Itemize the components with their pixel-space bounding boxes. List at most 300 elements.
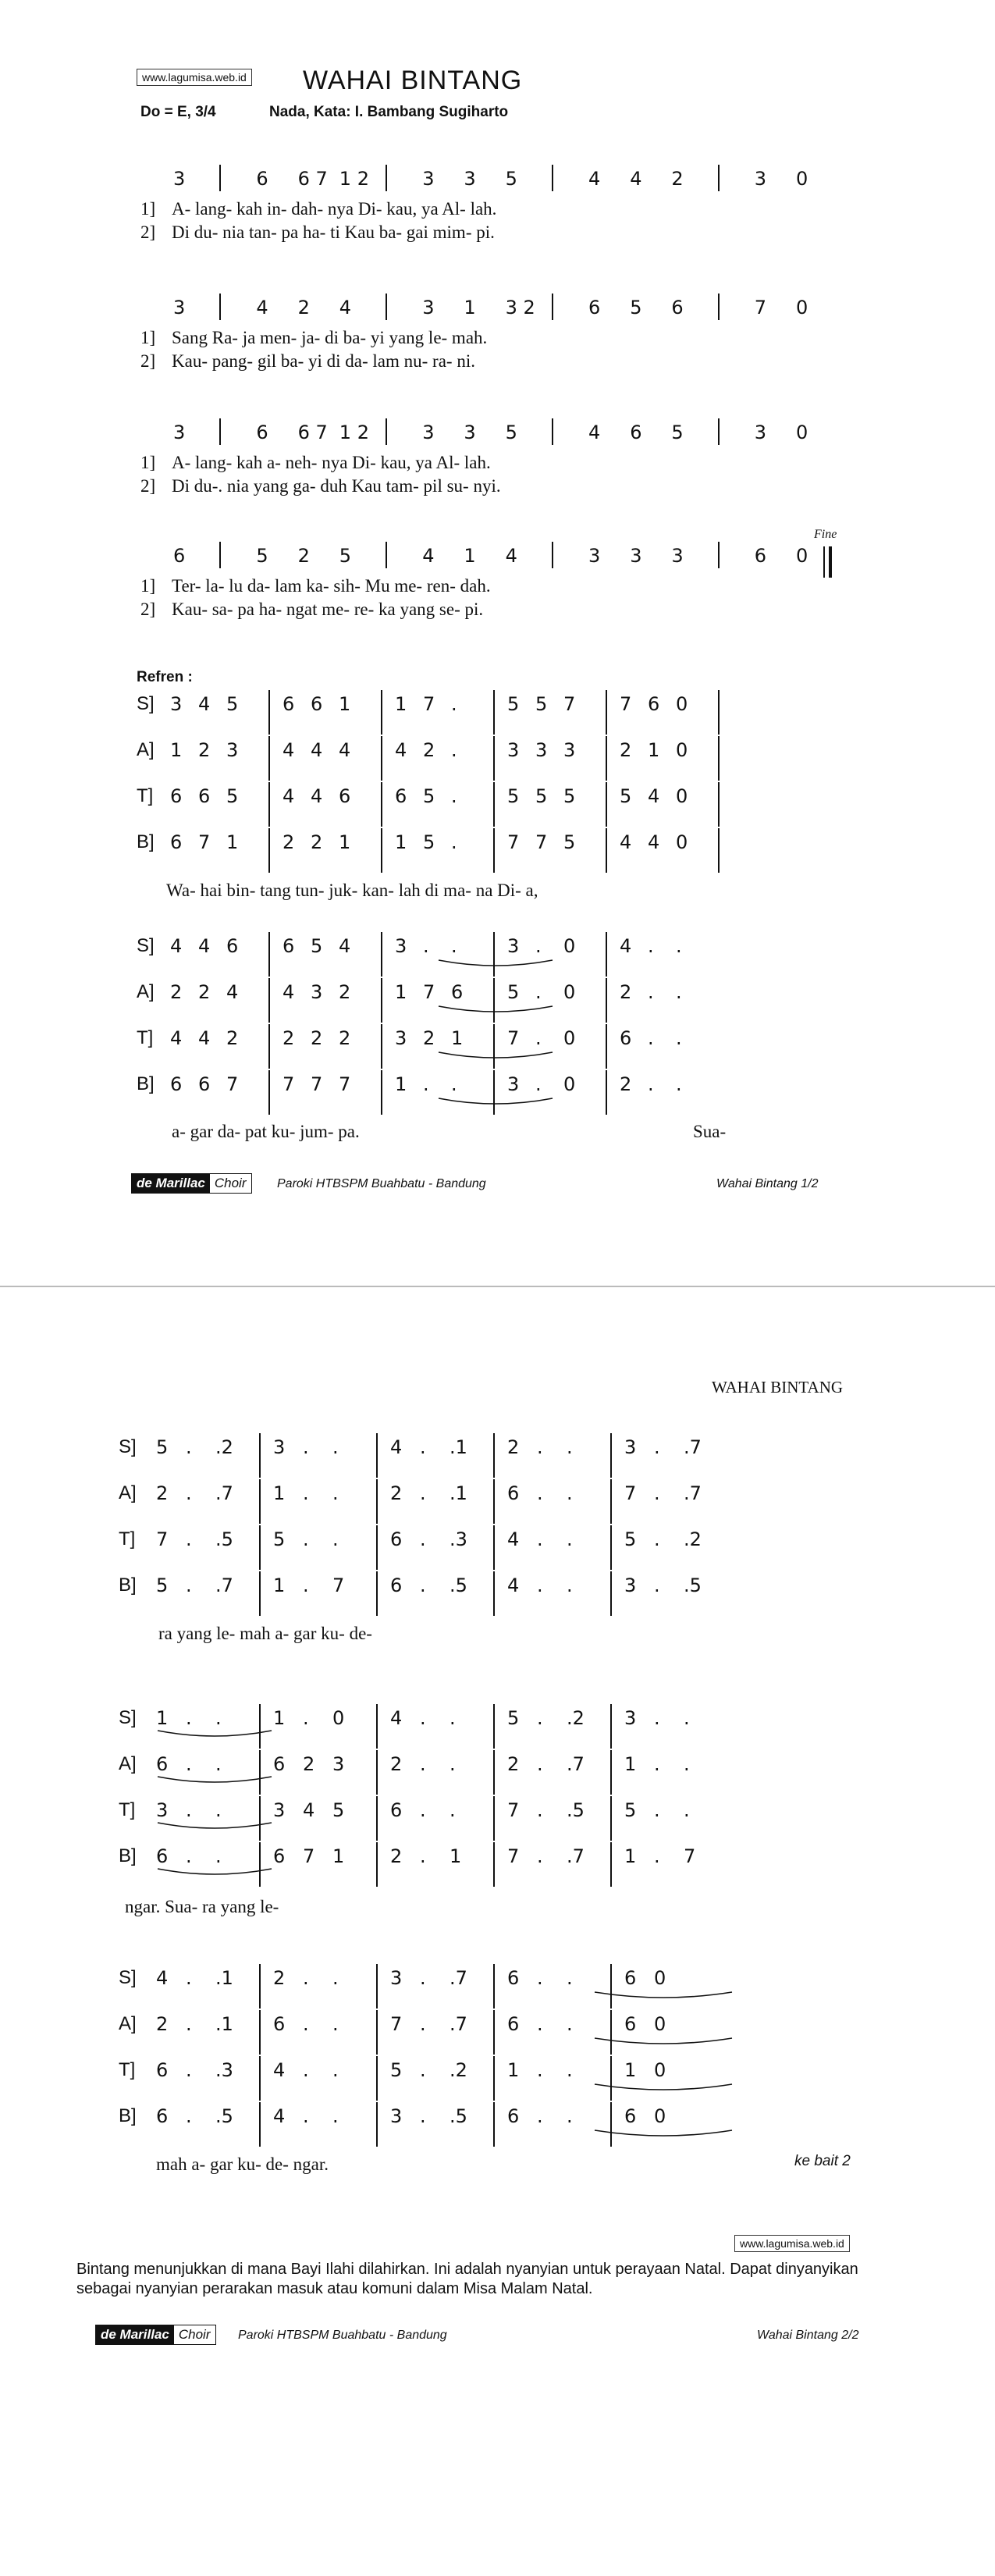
satb-note: . <box>654 1753 660 1775</box>
voice-label: B] <box>119 2105 137 2126</box>
satb-note: 1 <box>273 1482 286 1504</box>
satb-note: . <box>423 935 429 957</box>
satb-note: . <box>215 1707 222 1729</box>
satb-note: 2 <box>198 739 211 761</box>
song-description: Bintang menunjukkan di mana Bayi Ilahi dilahirkan. Ini adalah nyanyian untuk perayaan Natal. Dapat dinyanyikan sebagai nyanyian perarakan masuk atau komuni dalam Misa Malam Natal. <box>76 2261 858 2297</box>
verse-note: 3 <box>464 422 476 443</box>
parish-label-2: Paroki HTBSPM Buahbatu - Bandung <box>238 2329 447 2342</box>
verse-lyric-line: Di du- nia tan- pa ha- ti Kau ba- gai mim- pi. <box>172 222 495 242</box>
satb-note: . <box>537 1574 543 1596</box>
verse-note: 3 <box>754 168 767 190</box>
satb-note: . <box>537 1753 543 1775</box>
refrain-lyrics-2: a- gar da- pat ku- jum- pa. <box>172 1122 360 1141</box>
voice-label: T] <box>137 1027 154 1048</box>
satb-barline <box>606 978 607 1023</box>
satb-note: 2 <box>390 1482 403 1504</box>
satb-note: 6 <box>156 1753 169 1775</box>
satb-note: 2 <box>283 831 295 853</box>
satb-barline <box>606 828 607 873</box>
voice-label: A] <box>119 1753 137 1774</box>
satb-note: . <box>420 1436 426 1458</box>
satb-note: . <box>186 1574 192 1596</box>
satb-note: 5 <box>624 1528 637 1550</box>
satb-note: 4 <box>390 1436 403 1458</box>
satb-note: 7 <box>684 1845 696 1867</box>
verse-lyric-line: Ter- la- lu da- lam ka- sih- Mu me- ren- dah. <box>172 576 491 596</box>
satb-note: . <box>186 1707 192 1729</box>
satb-note: . <box>535 981 542 1003</box>
verse-barline <box>386 418 387 445</box>
satb-note: 4 <box>198 693 211 715</box>
refren-label: Refren : <box>137 669 193 685</box>
satb-note: 6 <box>170 785 183 807</box>
verse-note: 6 <box>630 422 642 443</box>
verse-note: 6 7 <box>297 168 328 190</box>
satb-note: . <box>451 935 457 957</box>
satb-note: 2 <box>311 1027 323 1049</box>
tie-arc-tenor <box>593 2083 734 2095</box>
satb-note: 3 <box>624 1436 637 1458</box>
satb-note: 4 <box>339 739 351 761</box>
satb-note: . <box>186 2013 192 2035</box>
satb-barline <box>381 1070 382 1115</box>
satb-barline <box>268 736 270 781</box>
tie-arc-soprano <box>437 959 554 971</box>
satb-note: 2 <box>273 1967 286 1989</box>
choir-word: Choir <box>214 1176 247 1190</box>
satb-barline <box>376 2102 378 2147</box>
satb-note: 2 <box>507 1753 520 1775</box>
satb-note: 6 <box>451 981 464 1003</box>
voice-label: T] <box>119 1799 136 1820</box>
satb-note: .7 <box>215 1574 233 1596</box>
satb-note: 4 <box>198 935 211 957</box>
satb-note: 1 <box>339 693 351 715</box>
satb-barline <box>493 1796 495 1841</box>
verse-note: 1 <box>464 545 476 567</box>
verse-lyric-line: Sang Ra- ja men- ja- di ba- yi yang le- mah. <box>172 328 488 347</box>
verse-note: 2 <box>671 168 684 190</box>
satb-note: 7 <box>620 693 632 715</box>
satb-barline <box>268 690 270 735</box>
satb-note: . <box>654 1799 660 1821</box>
verse-label: 1] <box>140 328 156 347</box>
satb-note: 7 <box>390 2013 403 2035</box>
satb-note: . <box>567 2013 573 2035</box>
satb-note: 2 <box>507 1436 520 1458</box>
verse-note: 6 <box>173 545 186 567</box>
satb-note: . <box>648 1027 654 1049</box>
satb-note: 5 <box>535 785 548 807</box>
page-label-2: Wahai Bintang 2/2 <box>757 2329 859 2342</box>
source-label-2[interactable]: www.lagumisa.web.id <box>734 2235 850 2252</box>
satb-barline <box>493 1750 495 1795</box>
satb-barline <box>610 1704 612 1749</box>
verse-note: 6 <box>256 422 268 443</box>
satb-note: . <box>537 2013 543 2035</box>
satb-note: . <box>451 831 457 853</box>
satb-note: 5 <box>226 785 239 807</box>
satb-note: 2 <box>156 1482 169 1504</box>
satb-note: .2 <box>567 1707 585 1729</box>
satb-note: 2 <box>311 831 323 853</box>
satb-note: . <box>186 1482 192 1504</box>
verse-note: 3 <box>422 297 435 318</box>
satb-note: . <box>537 1967 543 1989</box>
satb-note: 5 <box>226 693 239 715</box>
satb-note: .7 <box>215 1482 233 1504</box>
verse-barline <box>718 542 720 568</box>
satb-note: 6 <box>198 1073 211 1095</box>
satb-note: 7 <box>507 1027 520 1049</box>
satb-note: . <box>303 1436 309 1458</box>
satb-note: 2 <box>283 1027 295 1049</box>
verse-note: 2 <box>297 545 310 567</box>
satb-barline <box>493 1571 495 1616</box>
satb-note: . <box>332 2059 339 2081</box>
verse-barline <box>552 294 553 320</box>
verse-note: 5 <box>256 545 268 567</box>
satb-barline <box>493 1433 495 1478</box>
satb-note: . <box>420 2013 426 2035</box>
satb-note: . <box>648 935 654 957</box>
satb-note: 5 <box>507 1707 520 1729</box>
verse-barline <box>718 418 720 445</box>
satb-note: 2 <box>226 1027 239 1049</box>
satb-barline <box>268 932 270 977</box>
verse-note: 4 <box>339 297 352 318</box>
sheet-page-1 <box>0 0 995 1284</box>
satb-barline <box>381 932 382 977</box>
satb-note: . <box>186 1799 192 1821</box>
satb-note: 5 <box>624 1799 637 1821</box>
satb-note: . <box>451 693 457 715</box>
satb-note: . <box>537 2059 543 2081</box>
satb-note: 7 <box>339 1073 351 1095</box>
satb-note: 6 <box>395 785 407 807</box>
satb-note: 4 <box>311 785 323 807</box>
verse-label: 2] <box>140 600 156 619</box>
satb-barline <box>376 2010 378 2055</box>
satb-barline <box>493 736 495 781</box>
satb-barline <box>493 1842 495 1887</box>
satb-note: . <box>215 1845 222 1867</box>
satb-note: 7 <box>507 831 520 853</box>
satb-note: 1 <box>624 1845 637 1867</box>
verse-label: 1] <box>140 453 156 472</box>
satb-note: .1 <box>215 2013 233 2035</box>
satb-note: .2 <box>450 2059 467 2081</box>
verse-barline <box>219 165 221 191</box>
satb-note: 6 <box>390 1574 403 1596</box>
satb-barline <box>268 828 270 873</box>
satb-note: 6 <box>283 935 295 957</box>
verse-barline <box>718 165 720 191</box>
satb-note: 7 <box>303 1845 315 1867</box>
satb-note: 6 <box>273 1845 286 1867</box>
satb-note: 0 <box>654 1967 666 1989</box>
satb-note: . <box>654 1436 660 1458</box>
source-label[interactable]: www.lagumisa.web.id <box>137 69 252 86</box>
satb-note: 3 <box>507 739 520 761</box>
satb-note: . <box>420 1967 426 1989</box>
page-header: WAHAI BINTANG <box>712 1378 844 1397</box>
satb-note: 7 <box>311 1073 323 1095</box>
satb-note: 7 <box>332 1574 345 1596</box>
verse-note: 7 <box>754 297 767 318</box>
satb-note: .7 <box>567 1845 585 1867</box>
satb-barline <box>493 2056 495 2101</box>
satb-note: 6 <box>198 785 211 807</box>
verse-note: 0 <box>796 297 808 318</box>
satb-barline <box>268 1070 270 1115</box>
verse-note: 3 <box>464 168 476 190</box>
satb-note: 1 <box>156 1707 169 1729</box>
satb-barline <box>493 1525 495 1570</box>
satb-barline <box>259 1479 261 1524</box>
choir-brand: de Marillac <box>132 1174 210 1193</box>
satb-barline <box>376 1796 378 1841</box>
satb-note: 6 <box>226 935 239 957</box>
choir-brand-2: de Marillac <box>96 2325 174 2344</box>
satb-note: 2 <box>303 1753 315 1775</box>
satb-note: . <box>303 2105 309 2127</box>
satb-barline <box>493 828 495 873</box>
satb-note: 6 <box>311 693 323 715</box>
verse-note: 4 <box>422 545 435 567</box>
satb-note: 3 <box>507 1073 520 1095</box>
satb-note: 3 <box>507 935 520 957</box>
choir-logo <box>131 1173 252 1194</box>
satb-note: .5 <box>215 1528 233 1550</box>
satb-barline <box>376 1479 378 1524</box>
satb-barline <box>493 1704 495 1749</box>
verse-note: 3 <box>630 545 642 567</box>
satb-note: 3 <box>390 2105 403 2127</box>
satb-barline <box>610 1433 612 1478</box>
tie-arc-tenor <box>156 1821 273 1834</box>
satb-barline <box>493 1964 495 2008</box>
satb-note: . <box>450 1753 456 1775</box>
satb-barline <box>259 2102 261 2147</box>
verse-note: 3 <box>422 168 435 190</box>
satb-barline <box>376 1571 378 1616</box>
satb-note: . <box>420 1753 426 1775</box>
refrain-lyrics-1: Wa- hai bin- tang tun- juk- kan- lah di ma- na Di- a, <box>166 881 538 900</box>
verse-note: 3 <box>671 545 684 567</box>
verse-barline <box>386 165 387 191</box>
satb-note: 1 <box>648 739 660 761</box>
voice-label: A] <box>119 2013 137 2034</box>
verse-note: 1 <box>464 297 476 318</box>
satb-note: . <box>303 2013 309 2035</box>
satb-note: 1 <box>395 1073 407 1095</box>
satb-note: . <box>567 1436 573 1458</box>
satb-barline <box>259 1750 261 1795</box>
verse-note: 3 <box>173 297 186 318</box>
voice-label: S] <box>119 1707 137 1728</box>
satb-note: . <box>332 2013 339 2035</box>
satb-note: . <box>654 1574 660 1596</box>
satb-barline <box>610 1796 612 1841</box>
satb-barline <box>718 828 720 873</box>
satb-note: . <box>332 2105 339 2127</box>
tie-arc-alto <box>437 1005 554 1017</box>
satb-barline <box>259 1704 261 1749</box>
satb-barline <box>493 690 495 735</box>
satb-note: . <box>420 1482 426 1504</box>
satb-note: 4 <box>648 831 660 853</box>
satb-note: . <box>567 1528 573 1550</box>
satb-note: 3 <box>226 739 239 761</box>
satb-barline <box>259 1842 261 1887</box>
satb-note: 3 <box>395 935 407 957</box>
satb-note: 4 <box>156 1967 169 1989</box>
satb-note: . <box>451 785 457 807</box>
verse-note: 5 <box>505 422 517 443</box>
verse-note: 5 <box>671 422 684 443</box>
satb-note: 7 <box>563 693 576 715</box>
satb-barline <box>259 1433 261 1478</box>
satb-note: . <box>303 1967 309 1989</box>
satb-note: 4 <box>390 1707 403 1729</box>
satb-note: 3 <box>273 1436 286 1458</box>
satb-barline <box>606 1024 607 1069</box>
refrain-lyrics-2-end: Sua- <box>693 1122 727 1141</box>
satb-barline <box>610 1479 612 1524</box>
satb-note: 1 <box>332 1845 345 1867</box>
verse-note: 4 <box>630 168 642 190</box>
satb-note: 1 <box>273 1707 286 1729</box>
satb-note: 5 <box>563 831 576 853</box>
satb-barline <box>493 2010 495 2055</box>
satb-note: 4 <box>339 935 351 957</box>
satb-note: 2 <box>620 981 632 1003</box>
satb-note: .7 <box>450 2013 467 2035</box>
satb-note: . <box>654 1845 660 1867</box>
satb-note: 2 <box>390 1845 403 1867</box>
verse-lyric-line: Di du-. nia yang ga- duh Kau tam- pil su- nyi. <box>172 476 501 496</box>
verse-note: 6 <box>588 297 601 318</box>
voice-label: S] <box>119 1967 137 1988</box>
satb-note: .3 <box>215 2059 233 2081</box>
satb-note: 7 <box>535 831 548 853</box>
satb-note: . <box>332 1482 339 1504</box>
verse-note: 5 <box>630 297 642 318</box>
satb-note: 0 <box>654 2059 666 2081</box>
satb-note: .7 <box>450 1967 467 1989</box>
satb-note: 0 <box>676 739 688 761</box>
satb-note: 1 <box>395 981 407 1003</box>
satb-note: 6 <box>624 2105 637 2127</box>
satb-note: . <box>567 2059 573 2081</box>
voice-label: T] <box>137 785 154 806</box>
tie-arc-bass <box>156 1867 273 1880</box>
verse-note: 6 <box>671 297 684 318</box>
satb-note: 4 <box>507 1574 520 1596</box>
satb-note: 7 <box>283 1073 295 1095</box>
verse-note: 4 <box>256 297 268 318</box>
satb-barline <box>381 828 382 873</box>
satb-note: 1 <box>170 739 183 761</box>
voice-label: B] <box>137 831 155 852</box>
fine-marker: Fine <box>814 528 837 541</box>
voice-label: T] <box>119 2059 136 2080</box>
satb-note: . <box>567 1482 573 1504</box>
verse-note: 5 <box>339 545 352 567</box>
verse-note: 0 <box>796 422 808 443</box>
verse-label: 2] <box>140 476 156 496</box>
satb-barline <box>606 690 607 735</box>
satb-note: 1 <box>624 1753 637 1775</box>
satb-note: . <box>332 1528 339 1550</box>
satb-note: 2 <box>423 739 435 761</box>
satb-note: . <box>215 1753 222 1775</box>
satb-note: 6 <box>507 2013 520 2035</box>
satb-note: 3 <box>395 1027 407 1049</box>
satb-barline <box>259 1796 261 1841</box>
satb-note: 5 <box>563 785 576 807</box>
satb-note: . <box>567 1574 573 1596</box>
satb-note: 5 <box>620 785 632 807</box>
satb-note: 6 <box>390 1799 403 1821</box>
satb-note: .7 <box>567 1753 585 1775</box>
satb-note: . <box>654 1528 660 1550</box>
verse-label: 1] <box>140 199 156 219</box>
satb-note: 1 <box>624 2059 637 2081</box>
satb-note: 5 <box>156 1436 169 1458</box>
voice-label: B] <box>137 1073 155 1094</box>
satb-note: 3 <box>624 1707 637 1729</box>
satb-note: . <box>303 1707 309 1729</box>
voice-label: A] <box>119 1482 137 1503</box>
verse-note: 2 <box>297 297 310 318</box>
verse-note: 1 2 <box>339 422 369 443</box>
satb-note: 0 <box>676 785 688 807</box>
satb-barline <box>259 1525 261 1570</box>
verse-note: 1 2 <box>339 168 369 190</box>
tie-arc-soprano <box>156 1729 273 1742</box>
choir-word-2: Choir <box>178 2327 211 2342</box>
satb-note: 4 <box>620 935 632 957</box>
satb-note: .1 <box>215 1967 233 1989</box>
tie-arc-alto <box>156 1775 273 1788</box>
satb-note: 4 <box>311 739 323 761</box>
satb-note: . <box>332 1967 339 1989</box>
satb-barline <box>493 2102 495 2147</box>
satb-note: .3 <box>450 1528 467 1550</box>
satb-note: . <box>537 1482 543 1504</box>
satb-note: . <box>186 1967 192 1989</box>
voice-label: S] <box>137 935 155 956</box>
satb-barline <box>610 1571 612 1616</box>
satb-note: 6 <box>624 1967 637 1989</box>
satb-note: 5 <box>507 693 520 715</box>
satb-note: 7 <box>156 1528 169 1550</box>
satb-note: 0 <box>654 2105 666 2127</box>
satb-note: . <box>303 1482 309 1504</box>
satb-note: 6 <box>507 1482 520 1504</box>
satb-note: . <box>186 1436 192 1458</box>
satb-note: . <box>451 739 457 761</box>
satb-note: . <box>676 981 682 1003</box>
satb-note: 4 <box>170 935 183 957</box>
satb-barline <box>610 1750 612 1795</box>
satb-barline <box>381 736 382 781</box>
satb-note: 5 <box>332 1799 345 1821</box>
satb-note: 2 <box>390 1753 403 1775</box>
satb-note: . <box>567 1967 573 1989</box>
